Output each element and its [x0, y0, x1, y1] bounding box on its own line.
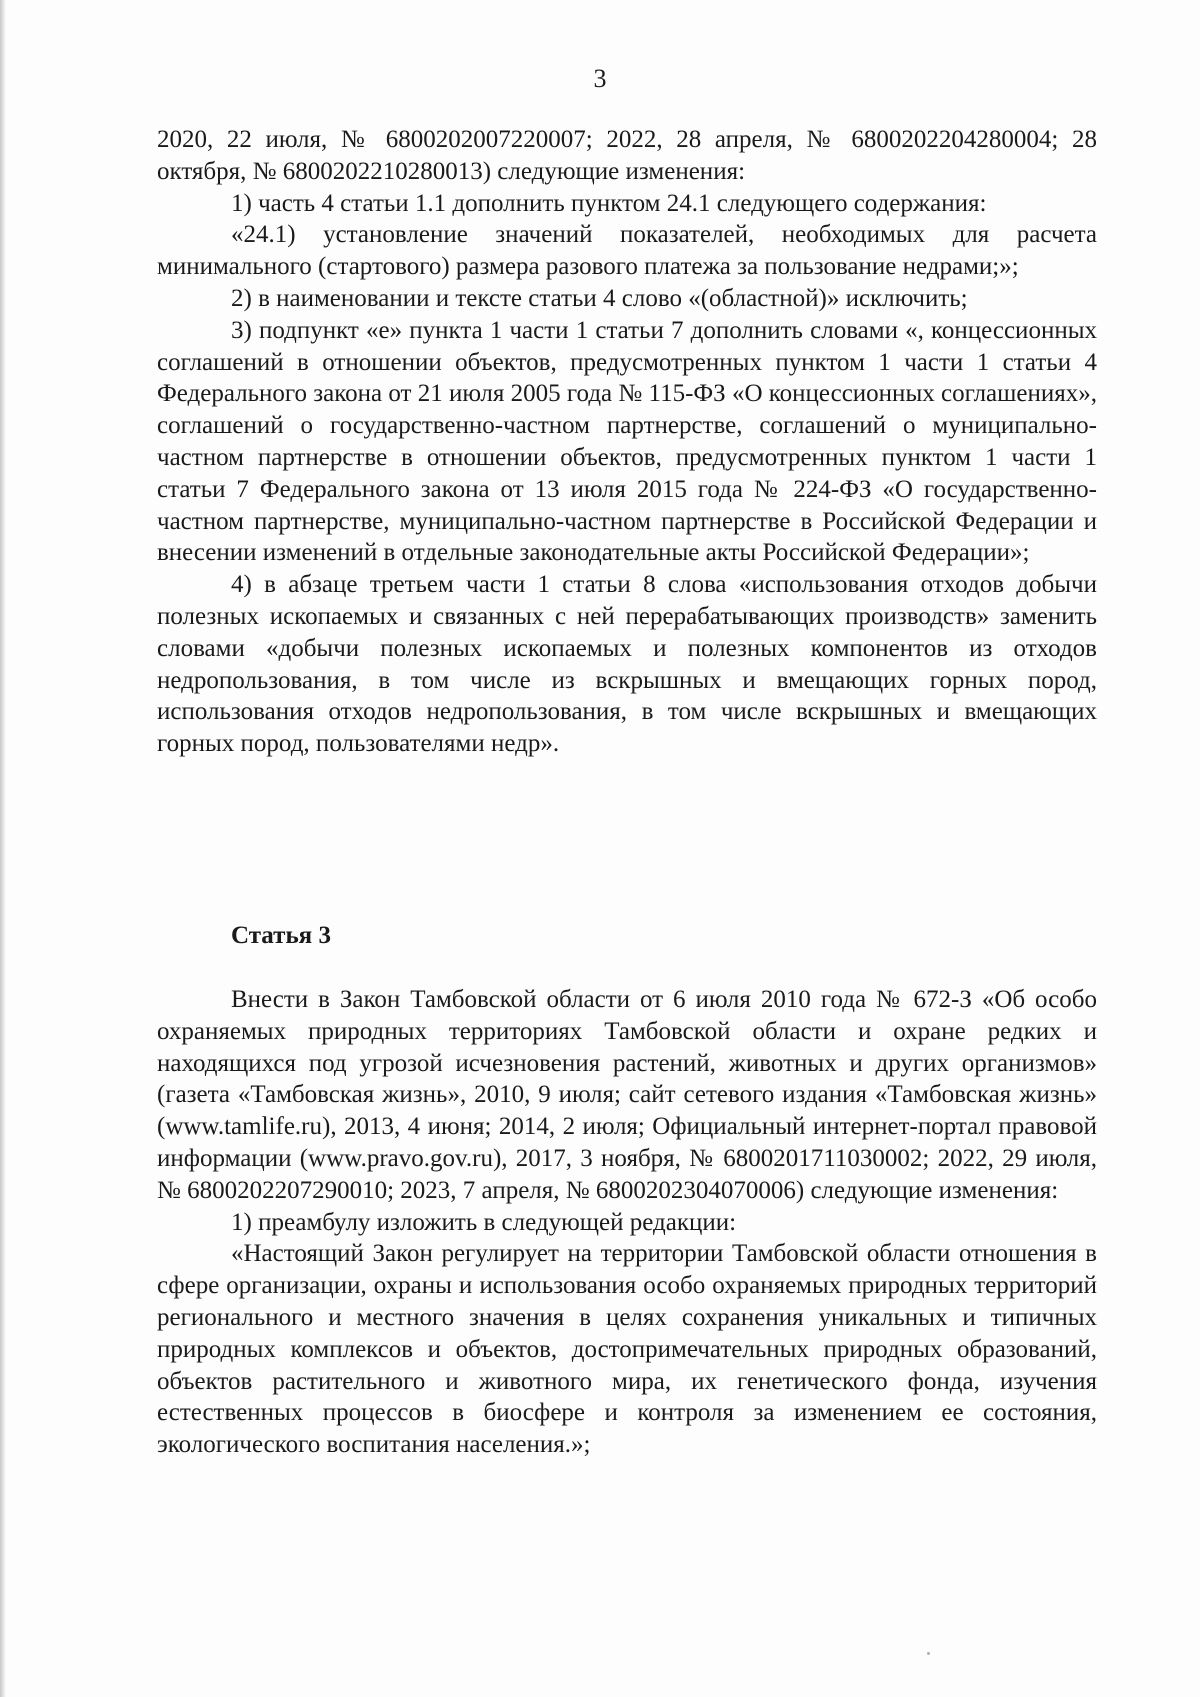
paragraph: «24.1) установление значений показателей, необходимых для расчета минимального (стартового) размера разового платежа за пользование недрами;»;	[157, 221, 1097, 281]
article-2-continuation	[157, 124, 1097, 760]
paragraph: 4) в абзаце третьем части 1 статьи 8 слова «использования отходов добычи полезных ископаемых и связанных с ней перерабатывающих производств» заменить словами «добычи полезных ископаемых и полезных компонентов из отходов недропользования, в том числе из вскрышных и вмещающих горных пород, использования отходов недропользования, в том числе вскрышных и вмещающих горных пород, пользователями недр».	[157, 571, 1097, 758]
page-number: 3	[593, 64, 607, 93]
scan-edge-shadow	[0, 0, 6, 1697]
paragraph: 1) преамбулу изложить в следующей редакции:	[231, 1208, 737, 1236]
paragraph: Внести в Закон Тамбовской области от 6 июля 2010 года № 672-З «Об особо охраняемых природных территориях Тамбовской области и охране редких и находящихся под угрозой исчезновения растений, животных и других организмов» (газета «Тамбовская жизнь», 2010, 9 июля; сайт сетевого издания «Тамбовская жизнь» (www.tamlife.ru), 2013, 4 июня; 2014, 2 июля; Официальный интернет-портал правовой информации (www.pravo.gov.ru), 2017, 3 ноября, № 6800201711030002; 2022, 29 июля, № 6800202207290010; 2023, 7 апреля, № 6800202304070006) следующие изменения:	[157, 986, 1097, 1204]
paragraph: 2020, 22 июля, № 6800202007220007; 2022, 28 апреля, № 6800202204280004; 28 октября, № 6800202210280013) следующие изменения:	[157, 126, 1097, 185]
article-3-body	[157, 984, 1097, 1461]
paragraph: 3) подпункт «е» пункта 1 части 1 статьи 7 дополнить словами «, концессионных соглашений в отношении объектов, предусмотренных пунктом 1 части 1 статьи 4 Федерального закона от 21 июля 2005 года № 115-ФЗ «О концессионных соглашениях», соглашений о государственно-частном партнерстве, соглашений о муниципально-частном партнерстве в отношении объектов, предусмотренных пунктом 1 части 1 статьи 7 Федерального закона от 13 июля 2015 года № 224-ФЗ «О государственно-частном партнерстве, муниципально-частном партнерстве в Российской Федерации и внесении изменений в отдельные законодательные акты Российской Федерации»;	[157, 316, 1097, 567]
article-3-heading: Статья 3	[231, 922, 331, 949]
paragraph: «Настоящий Закон регулирует на территории Тамбовской области отношения в сфере организации, охраны и использования особо охраняемых природных территорий регионального и местного значения в целях сохранения уникальных и типичных природных комплексов и объектов, достопримечательных природных образований, объектов растительного и животного мира, их генетического фонда, изучения естественных процессов в биосфере и контроля за изменением ее состояния, экологического воспитания населения.»;	[157, 1240, 1097, 1459]
scan-speck	[927, 1652, 930, 1655]
paragraph: 1) часть 4 статьи 1.1 дополнить пунктом 24.1 следующего содержания:	[231, 189, 987, 217]
paragraph: 2) в наименовании и тексте статьи 4 слово «(областной)» исключить;	[231, 284, 968, 312]
